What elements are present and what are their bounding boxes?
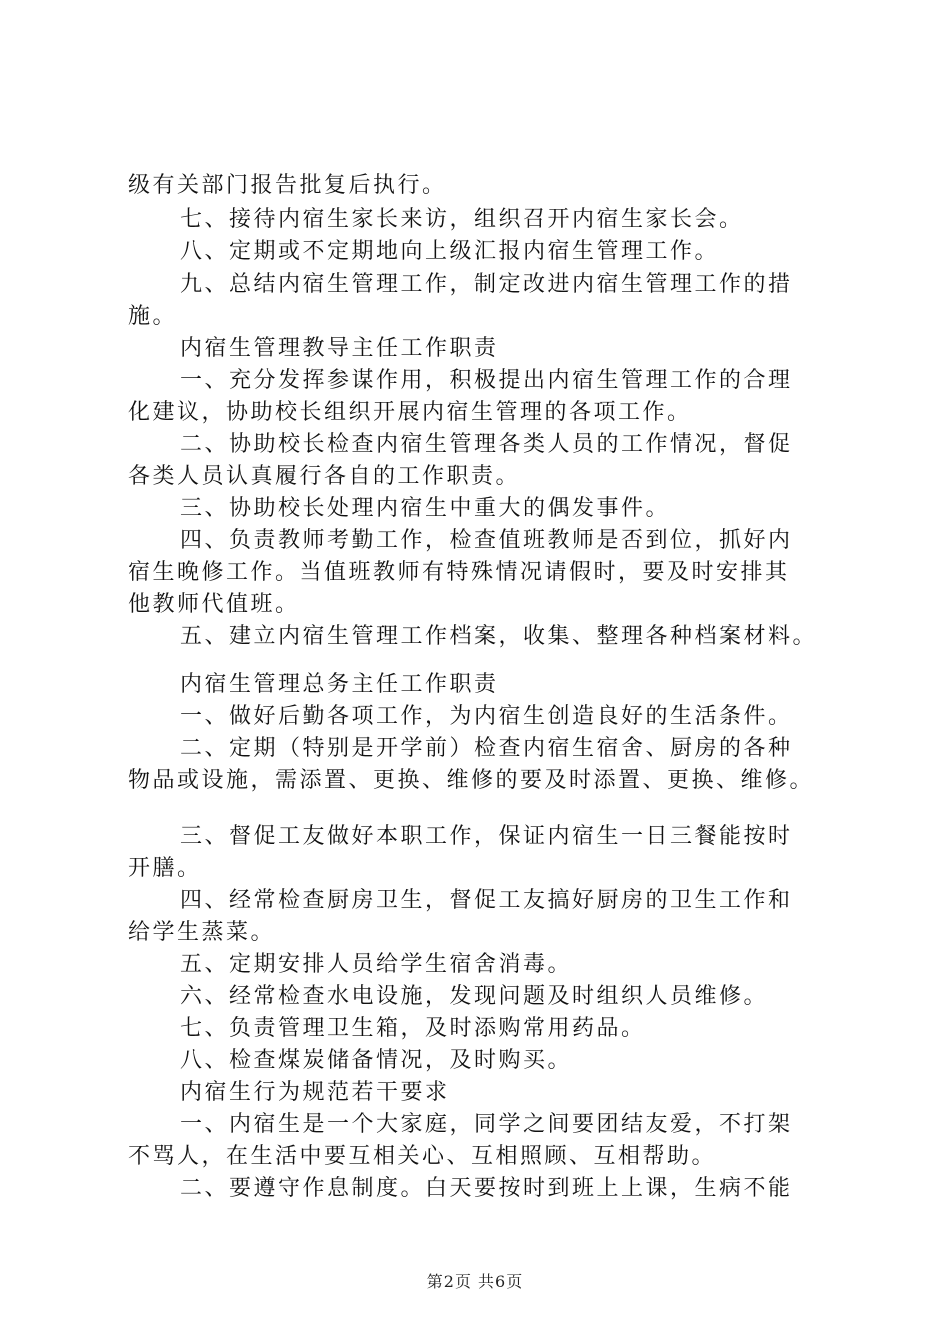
- text-line: 二、协助校长检查内宿生管理各类人员的工作情况，督促: [180, 432, 793, 457]
- text-line: 开膳。: [128, 856, 202, 881]
- text-line: 各类人员认真履行各自的工作职责。: [128, 464, 521, 489]
- text-line: 施。: [128, 304, 178, 329]
- text-line: 给学生蒸菜。: [128, 920, 276, 945]
- text-line: 化建议，协助校长组织开展内宿生管理的各项工作。: [128, 400, 692, 425]
- page-footer: [0, 1272, 950, 1292]
- text-line: 二、要遵守作息制度。白天要按时到班上上课，生病不能: [180, 1176, 793, 1201]
- text-line: 三、协助校长处理内宿生中重大的偶发事件。: [180, 496, 671, 521]
- text-line: 一、内宿生是一个大家庭，同学之间要团结友爱，不打架: [180, 1112, 793, 1137]
- text-line: 六、经常检查水电设施，发现问题及时组织人员维修。: [180, 984, 769, 1009]
- text-line: 一、充分发挥参谋作用，积极提出内宿生管理工作的合理: [180, 368, 793, 393]
- text-line: 不骂人，在生活中要互相关心、互相照顾、互相帮助。: [128, 1144, 717, 1169]
- text-line: 三、督促工友做好本职工作，保证内宿生一日三餐能按时: [180, 824, 793, 849]
- section-heading: 内宿生行为规范若干要求: [180, 1080, 450, 1105]
- text-line: 九、总结内宿生管理工作，制定改进内宿生管理工作的措: [180, 272, 793, 297]
- text-line: 二、定期（特别是开学前）检查内宿生宿舍、厨房的各种: [180, 736, 793, 761]
- text-line: 四、负责教师考勤工作，检查值班教师是否到位，抓好内: [180, 528, 793, 553]
- text-line: 四、经常检查厨房卫生，督促工友搞好厨房的卫生工作和: [180, 888, 793, 913]
- text-line: 七、接待内宿生家长来访，组织召开内宿生家长会。: [180, 207, 744, 232]
- text-line: 他教师代值班。: [128, 592, 300, 617]
- text-line: 五、建立内宿生管理工作档案，收集、整理各种档案材料。: [180, 624, 818, 649]
- text-line: 八、定期或不定期地向上级汇报内宿生管理工作。: [180, 239, 720, 264]
- section-heading: 内宿生管理教导主任工作职责: [180, 336, 499, 361]
- text-line: 五、定期安排人员给学生宿舍消毒。: [180, 952, 573, 977]
- text-line: 物品或设施，需添置、更换、维修的要及时添置、更换、维修。: [128, 768, 815, 793]
- text-line: 级有关部门报告批复后执行。: [128, 173, 447, 198]
- text-line: 一、做好后勤各项工作，为内宿生创造良好的生活条件。: [180, 704, 793, 729]
- text-line: 宿生晚修工作。当值班教师有特殊情况请假时，要及时安排其: [128, 560, 790, 585]
- page-number-label: 第2页 共6页: [426, 1272, 524, 1291]
- text-line: 七、负责管理卫生箱，及时添购常用药品。: [180, 1016, 646, 1041]
- section-heading: 内宿生管理总务主任工作职责: [180, 672, 499, 697]
- text-line: 八、检查煤炭储备情况，及时购买。: [180, 1048, 573, 1073]
